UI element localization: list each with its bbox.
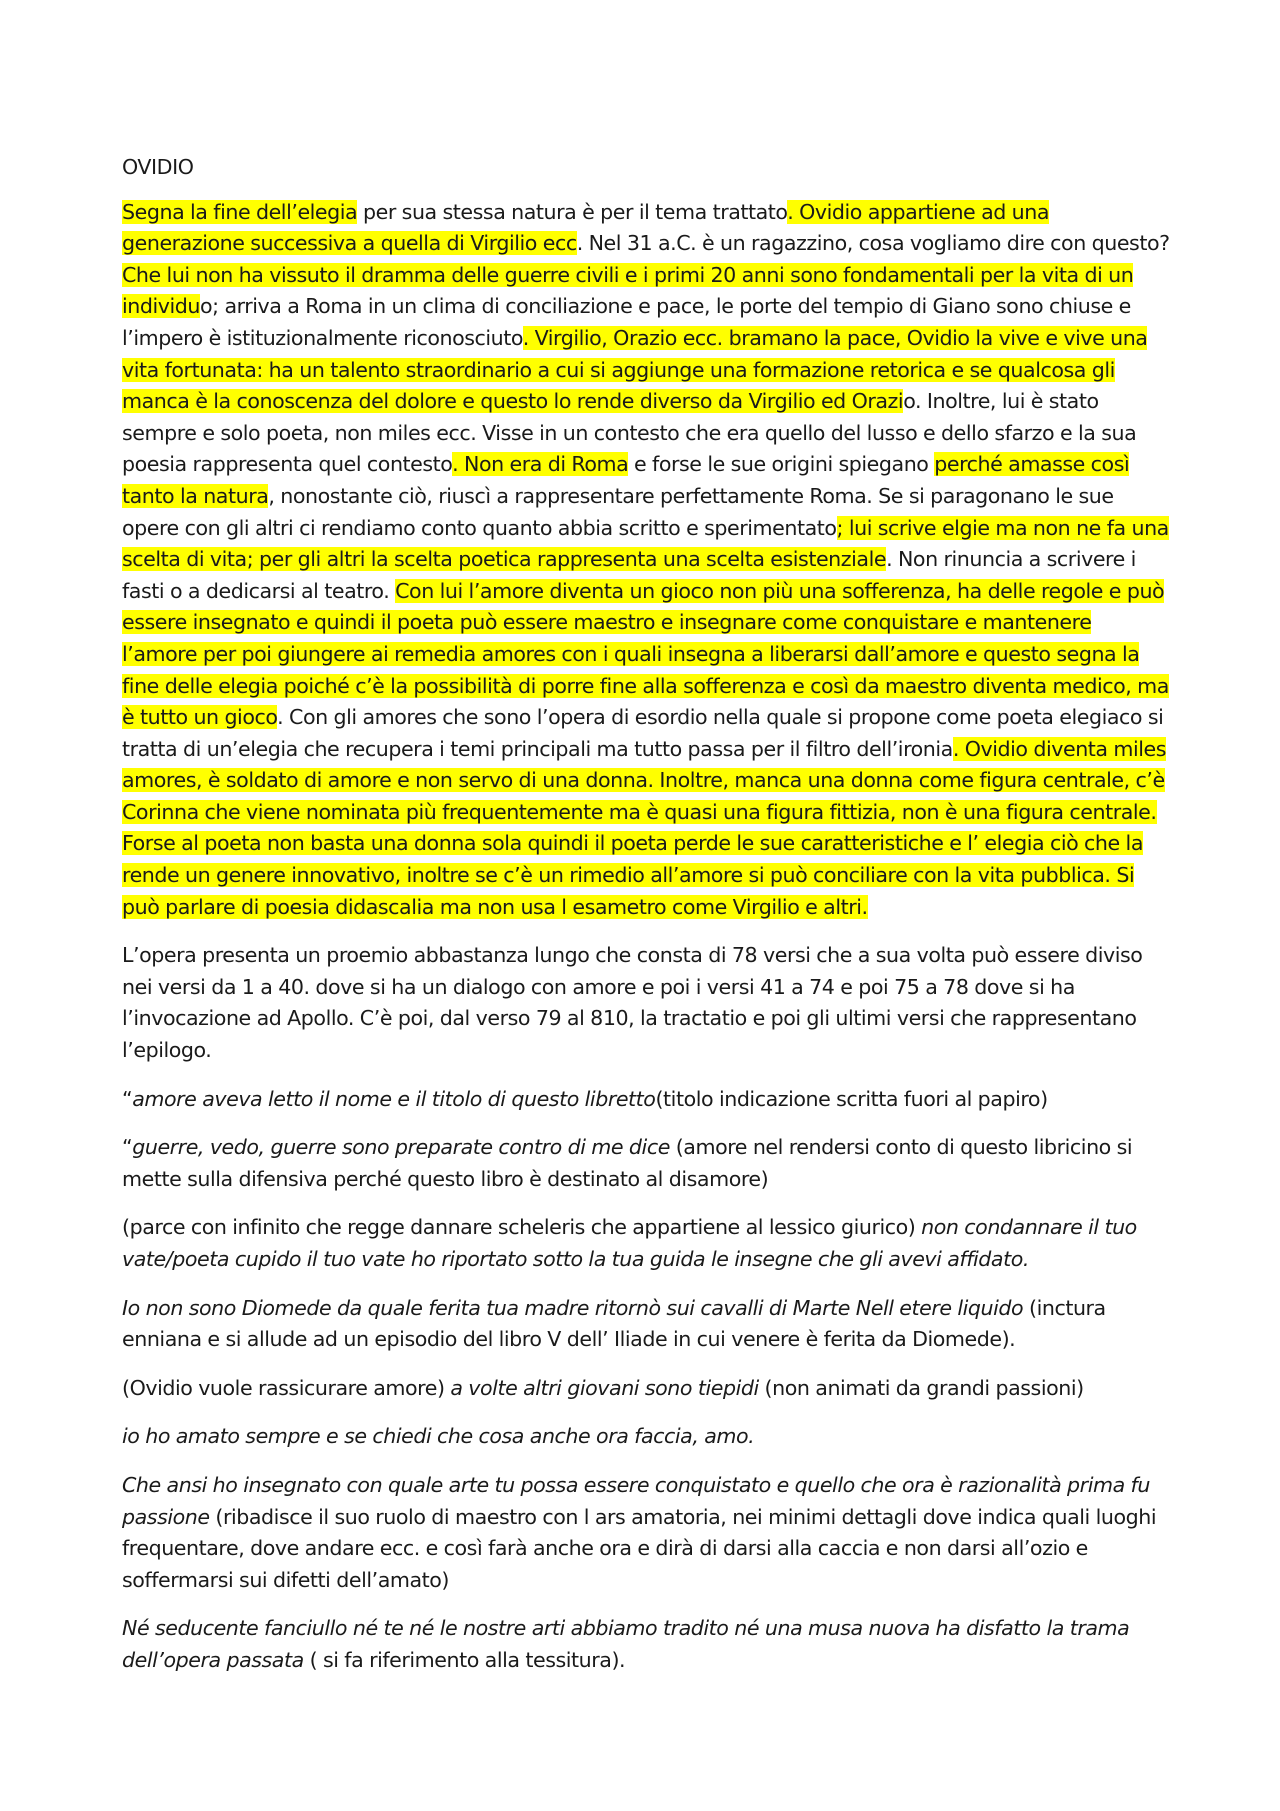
text-run: . Con gli amores che sono l’opera di esordio nella quale si propone come poeta elegiaco si tratta di un’elegia che recupera i temi principali ma tutto passa per il filtro dell’ironia (122, 705, 1164, 761)
paragraph (122, 1132, 1170, 1195)
paragraph (122, 1293, 1170, 1356)
text-run: , nonostante ciò, riuscì a rappresentare perfettamente Roma. Se si paragonano le sue opere con gli altri ci rendiamo conto quanto abbia scritto e sperimentato (122, 483, 1114, 540)
italic-text: Che ansi ho insegnato con quale arte tu possa essere conquistato e quello che ora è razionalità prima fu passione (122, 1472, 1150, 1529)
text-run: . Non rinuncia a scrivere i fasti o a dedicarsi al teatro. (122, 547, 1136, 603)
highlighted-text: . Non era di Roma (452, 452, 629, 477)
text-run: o; arriva a Roma in un clima di conciliazione e pace, le porte del tempio di Giano sono chiuse e l’impero è istituzionalmente riconosciuto (122, 294, 1131, 350)
text-run: (titolo indicazione scritta fuori al papiro) (655, 1086, 1048, 1111)
italic-text: non condannare il tuo vate/poeta cupido il tuo vate ho riportato sotto la tua guida le insegne che gli avevi affidato. (122, 1215, 1137, 1271)
italic-text: amore aveva letto il nome e il titolo di questo libretto (132, 1086, 656, 1111)
text-run: (ribadisce il suo ruolo di maestro con l ars amatoria, nei minimi dettagli dove indica quali luoghi frequentare, dove andare ecc. e così farà anche ora e dirà di darsi alla caccia e non darsi all’ozio e soffermarsi sui difetti dell’amato) (122, 1504, 1157, 1592)
paragraph (122, 940, 1170, 1066)
highlighted-text: Con lui l’amore diventa un gioco non più una sofferenza, ha delle regole e può essere insegnato e quindi il poeta può essere maestro e insegnare come conquistare e mantenere l’amore per poi giungere ai remedia amores con i quali insegna a liberarsi dall’amore e questo segna la fine delle elegia poiché c’è la possibilità di porre fine alla sofferenza e così da maestro diventa medico, ma è tutto un gioco (122, 578, 1169, 730)
paragraph (122, 1613, 1170, 1676)
paragraph (122, 1470, 1170, 1596)
paragraph (122, 1212, 1170, 1275)
italic-text: Io non sono Diomede da quale ferita tua madre ritornò sui cavalli di Marte Nell etere liquido (122, 1295, 1024, 1320)
text-run: ( si fa riferimento alla tessitura). (303, 1647, 626, 1672)
highlighted-text: . Virgilio, Orazio ecc. bramano la pace, Ovidio la vive e vive una vita fortunata: ha un talento straordinario a cui si aggiunge una formazione retorica e se qualcosa gli manca è la conoscenza del dolore e questo lo rende diverso da Virgilio ed Orazi (122, 325, 1148, 414)
text-run: (non animati da grandi passioni) (758, 1375, 1084, 1400)
text-run: . Nel 31 a.C. è un ragazzino, cosa vogliamo dire con questo? (576, 231, 1170, 256)
text-run: o. Inoltre, lui è stato sempre e solo poeta, non miles ecc. Visse in un contesto che era quello del lusso e dello sfarzo e la sua poesia rappresenta quel contesto (122, 389, 1137, 477)
text-run: (Ovidio vuole rassicurare amore) (122, 1375, 451, 1400)
text-run: (inctura enniana e si allude ad un episodio del libro V dell’ Iliade in cui venere è ferita da Diomede). (122, 1295, 1106, 1352)
italic-text: a volte altri giovani sono tiepidi (450, 1375, 759, 1400)
text-run: “ (122, 1086, 133, 1111)
document-title: OVIDIO (122, 155, 194, 179)
text-run: L’opera presenta un proemio abbastanza lungo che consta di 78 versi che a sua volta può essere diviso nei versi da 1 a 40. dove si ha un dialogo con amore e poi i versi 41 a 74 e poi 75 a 78 dove si ha l’invocazione ad Apollo. C’è poi, dal verso 79 al 810, la tractatio e poi gli ultimi versi che rappresentano l’epilogo. (122, 943, 1143, 1063)
text-run: (parce con infinito che regge dannare scheleris che appartiene al lessico giurico) (122, 1215, 922, 1240)
highlighted-text: . Ovidio diventa miles amores, è soldato di amore e non servo di una donna. Inoltre, manca una donna come figura centrale, c’è Corinna che viene nominata più frequentemente ma è quasi una figura fittizia, non è una figura centrale. Forse al poeta non basta una donna sola quindi il poeta perde le sue caratteristiche e l’ elegia ciò che la rende un genere innovativo, inoltre se c’è un rimedio all’amore si può conciliare con la vita pubblica. Si può parlare di poesia didascalia ma non usa l esametro come Virgilio e altri. (122, 736, 1167, 919)
highlighted-text: perché amasse così tanto la natura (122, 452, 1130, 508)
text-run: per sua stessa natura è per il tema trattato (357, 199, 788, 224)
highlighted-text: Segna la fine dell’elegia (122, 199, 358, 224)
highlighted-text: Che lui non ha vissuto il dramma delle guerre civili e i primi 20 anni sono fondamentali per la vita di un individu (122, 262, 1134, 319)
document-body (122, 152, 1170, 1694)
paragraph (122, 197, 1170, 924)
paragraph-list (122, 197, 1170, 1677)
italic-text: io ho amato sempre e se chiedi che cosa anche ora faccia, amo. (122, 1424, 755, 1449)
text-run: “ (122, 1135, 133, 1160)
text-run: (amore nel rendersi conto di questo libricino si mette sulla difensiva perché questo libro è destinato al disamore) (122, 1135, 1133, 1191)
paragraph (122, 1373, 1170, 1405)
italic-text: guerre, vedo, guerre sono preparate contro di me dice (132, 1135, 670, 1160)
highlighted-text: ; lui scrive elgie ma non ne fa una scelta di vita; per gli altri la scelta poetica rappresenta una scelta esistenziale (122, 515, 1169, 572)
text-run: e forse le sue origini spiegano (628, 452, 935, 477)
italic-text: Né seducente fanciullo né te né le nostre arti abbiamo tradito né una musa nuova ha disfatto la trama dell’opera passata (122, 1616, 1130, 1672)
paragraph (122, 1421, 1170, 1453)
paragraph (122, 1084, 1170, 1116)
highlighted-text: . Ovidio appartiene ad una generazione successiva a quella di Virgilio ecc (122, 199, 1050, 256)
